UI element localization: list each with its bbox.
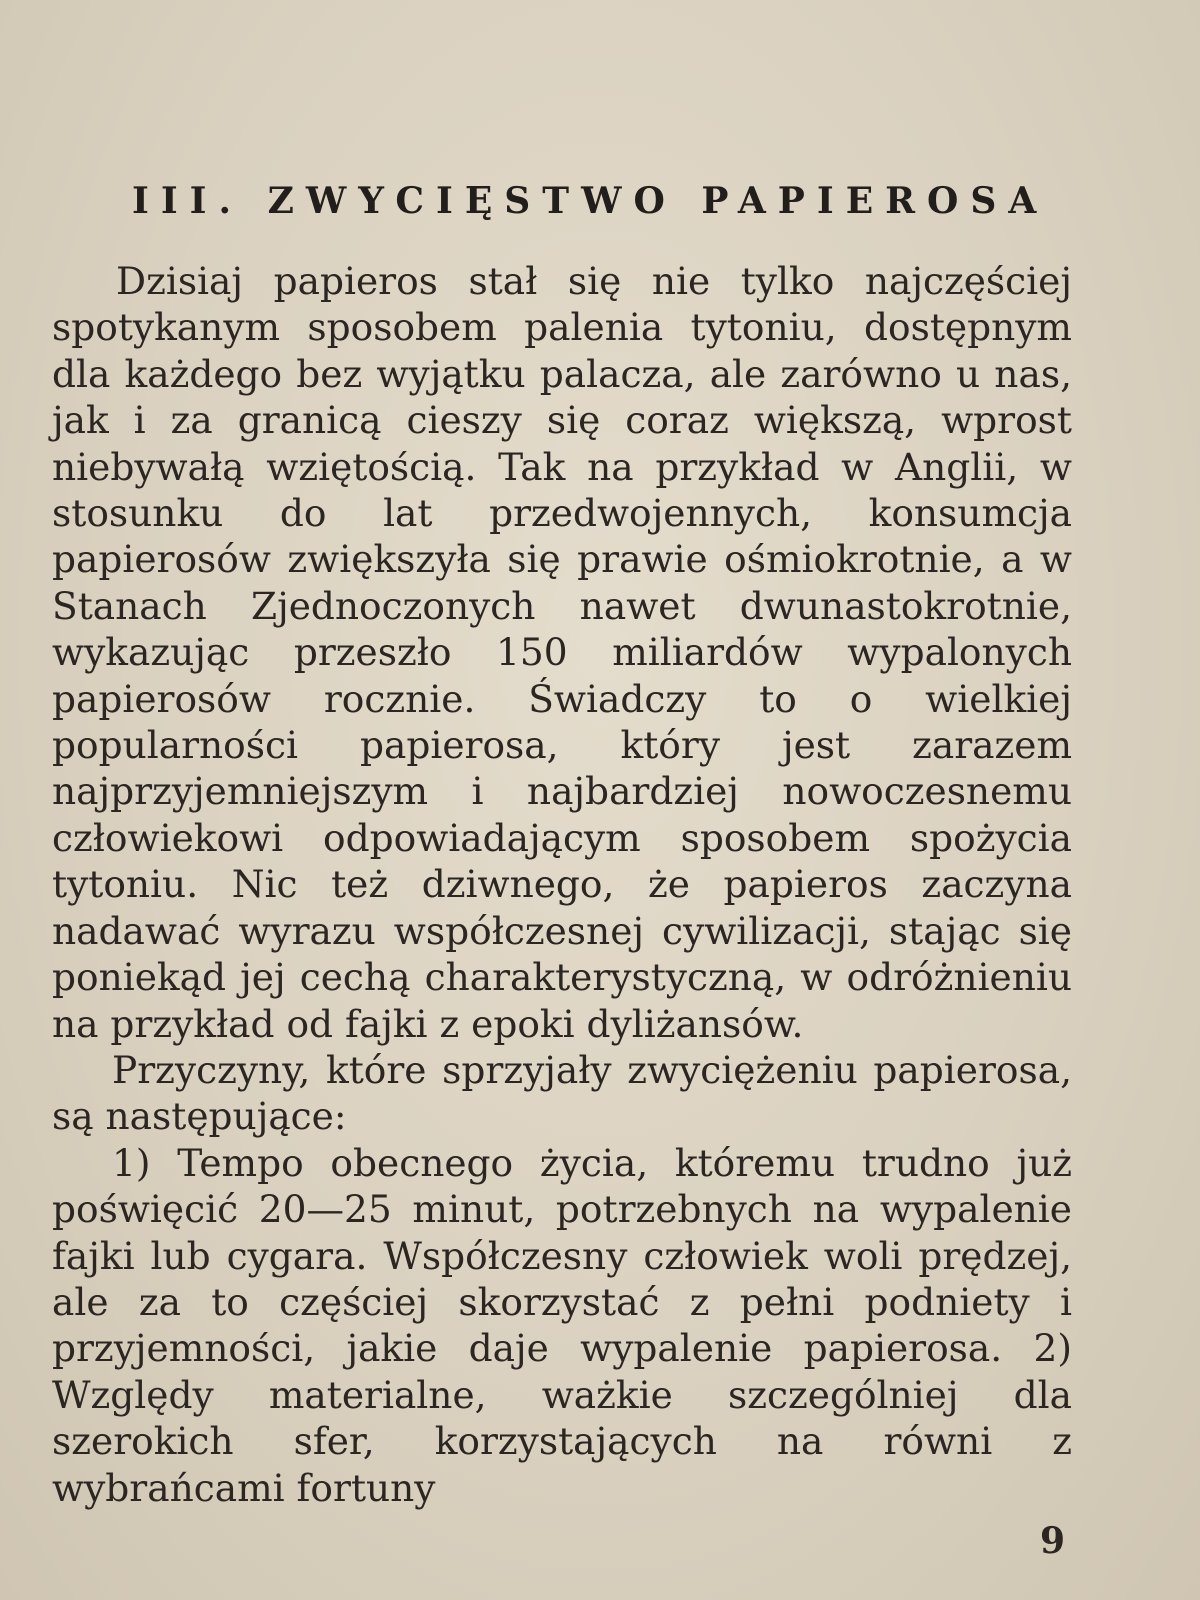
page-number: 9 xyxy=(1040,1520,1066,1562)
paragraph-causes-intro: Przyczyny, które sprzyjały zwyciężeniu papierosa, są następujące: xyxy=(52,1047,1072,1139)
paragraph-causes-list: 1) Tempo obecnego życia, któremu trudno już poświęcić 20—25 minut, potrzebnych na wypalenie fajki lub cygara. Współczesny człowiek woli prędzej, ale za to częściej skorzystać z pełni podniety i przyjemności, jakie daje wypalenie papierosa. 2) Względy materialne, ważkie szczególniej dla szerokich sfer, korzystających na równi z wybrańcami fortuny xyxy=(52,1140,1072,1510)
page-text xyxy=(52,180,1072,1511)
chapter-title: III. ZWYCIĘSTWO PAPIEROSA xyxy=(132,180,1049,222)
paragraph-intro: Dzisiaj papieros stał się nie tylko najczęściej spotykanym sposobem palenia tytoniu, dostępnym dla każdego bez wyjątku palacza, ale zarówno u nas, jak i za granicą cieszy się coraz większą, wprost niebywałą wziętością. Tak na przykład w Anglii, w stosunku do lat przedwojennych, konsumcja papierosów zwiększyła się prawie ośmiokrotnie, a w Stanach Zjednoczonych nawet dwunastokrotnie, wykazując przeszło 150 miliardów wypalonych papierosów rocznie. Świadczy to o wielkiej popularności papierosa, który jest zarazem najprzyjemniejszym i najbardziej nowoczesnemu człowiekowi odpowiadającym sposobem spożycia tytoniu. Nic też dziwnego, że papieros zaczyna nadawać wyrazu współczesnej cywilizacji, stając się poniekąd jej cechą charakterystyczną, w odróżnieniu na przykład od fajki z epoki dyliżansów. xyxy=(52,259,1072,1046)
